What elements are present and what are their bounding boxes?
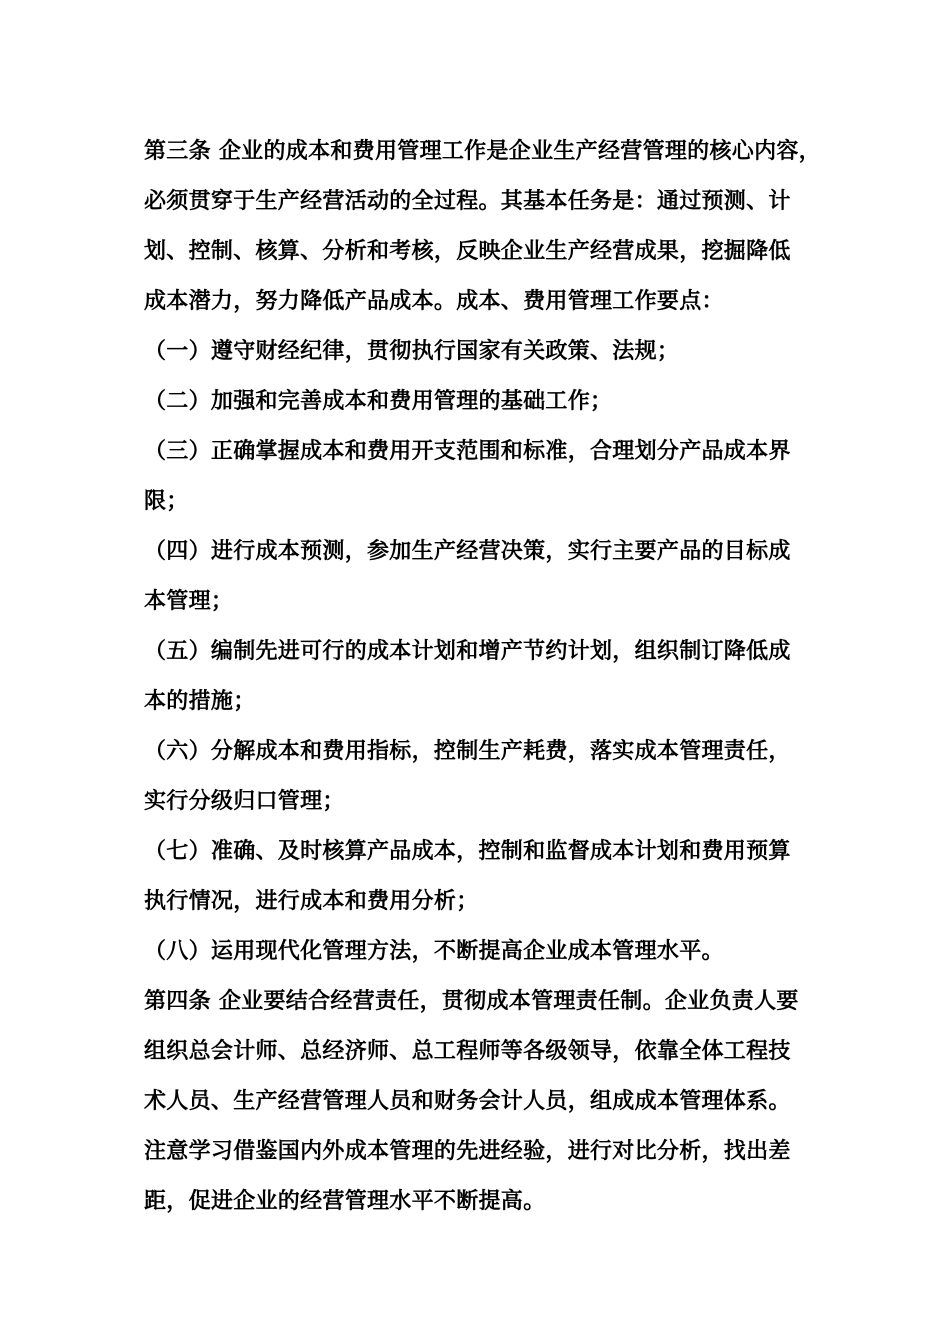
article-4-line-2: 组织总会计师、总经济师、总工程师等各级领导，依靠全体工程技 <box>144 1038 791 1064</box>
item-4-line-2: 本管理； <box>144 588 234 614</box>
article-4-line-5: 距，促进企业的经营管理水平不断提高。 <box>144 1188 546 1214</box>
item-1: （一）遵守财经纪律，贯彻执行国家有关政策、法规； <box>144 338 680 364</box>
article-4-text: 企业要结合经营责任，贯彻成本管理责任制。企业负责人要 <box>210 988 799 1014</box>
item-3-line-1: （三）正确掌握成本和费用开支范围和标准，合理划分产品成本界 <box>144 438 791 464</box>
item-7-line-1: （七）准确、及时核算产品成本，控制和监督成本计划和费用预算 <box>144 838 791 864</box>
article-4-heading: 第四条 <box>144 988 211 1014</box>
article-4-line-4: 注意学习借鉴国内外成本管理的先进经验，进行对比分析，找出差 <box>144 1138 791 1164</box>
item-4-line-1: （四）进行成本预测，参加生产经营决策，实行主要产品的目标成 <box>144 538 791 564</box>
item-7-line-2: 执行情况，进行成本和费用分析； <box>144 888 479 914</box>
article-4-line-3: 术人员、生产经营管理人员和财务会计人员，组成成本管理体系。 <box>144 1088 791 1114</box>
item-6-line-1: （六）分解成本和费用指标，控制生产耗费，落实成本管理责任， <box>144 738 791 764</box>
item-5-line-2: 本的措施； <box>144 688 256 714</box>
article-3-line-2: 必须贯穿于生产经营活动的全过程。其基本任务是：通过预测、计 <box>144 188 791 214</box>
article-3-line-3: 划、控制、核算、分析和考核，反映企业生产经营成果，挖掘降低 <box>144 238 791 264</box>
article-3-line-1 <box>144 126 844 176</box>
item-8: （八）运用现代化管理方法，不断提高企业成本管理水平。 <box>144 938 724 964</box>
item-3-line-2: 限； <box>144 488 189 514</box>
item-5-line-1: （五）编制先进可行的成本计划和增产节约计划，组织制订降低成 <box>144 638 791 664</box>
item-2: （二）加强和完善成本和费用管理的基础工作； <box>144 388 613 414</box>
article-3-text: 企业的成本和费用管理工作是企业生产经营管理的核心内容， <box>210 138 821 164</box>
item-6-line-2: 实行分级归口管理； <box>144 788 345 814</box>
article-3-line-4: 成本潜力，努力降低产品成本。成本、费用管理工作要点： <box>144 288 724 314</box>
article-3-heading: 第三条 <box>144 138 211 164</box>
article-4-line-1 <box>144 976 844 1026</box>
